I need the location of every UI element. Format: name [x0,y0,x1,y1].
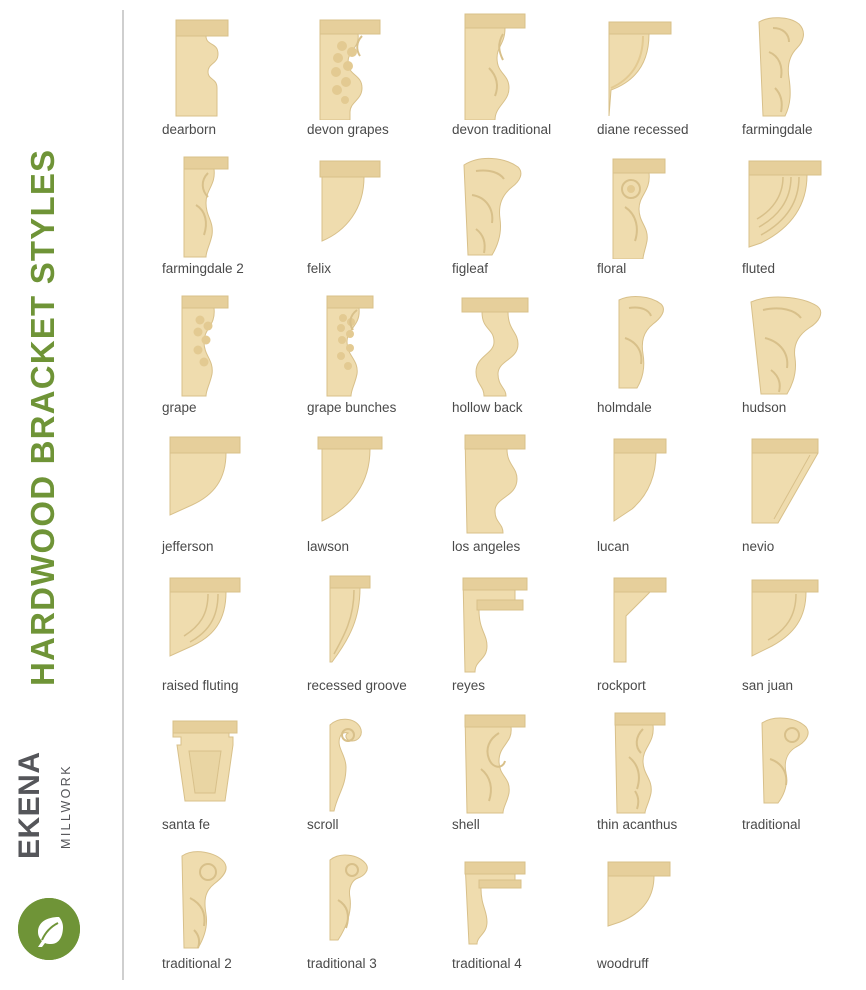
poster-left-rail [0,0,130,990]
bracket-label: lucan [597,539,630,554]
bracket-label: farmingdale [742,122,813,137]
brand-subtitle: MILLWORK [59,764,73,849]
bracket-label: jefferson [162,539,214,554]
bracket-cell[interactable] [567,842,712,981]
bracket-cell[interactable] [277,8,422,147]
dearborn-figure [132,8,277,120]
woodruff-figure [567,842,712,954]
bracket-cell[interactable] [132,703,277,842]
bracket-cell[interactable] [277,286,422,425]
bracket-label: thin acanthus [597,817,678,832]
farmingdale-figure [712,8,857,120]
bracket-label: scroll [307,817,339,832]
bracket-cell[interactable] [567,425,712,564]
bracket-label: san juan [742,678,794,693]
bracket-cell[interactable] [567,286,712,425]
bracket-cell[interactable] [712,286,857,425]
bracket-cell[interactable] [712,147,857,286]
bracket-label: devon traditional [452,122,552,137]
hudson-figure [712,286,857,398]
bracket-cell[interactable] [422,564,567,703]
bracket-cell[interactable] [277,842,422,981]
recessed-groove-figure [277,564,422,676]
bracket-label: recessed groove [307,678,407,693]
bracket-cell[interactable] [567,147,712,286]
vertical-divider [122,10,124,980]
bracket-label: devon grapes [307,122,389,137]
hollow-back-figure [422,286,567,398]
bracket-label: woodruff [597,956,649,971]
bracket-cell[interactable] [132,286,277,425]
bracket-cell[interactable] [712,703,857,842]
bracket-cell[interactable] [567,564,712,703]
bracket-cell[interactable] [277,703,422,842]
bracket-cell[interactable] [132,842,277,981]
bracket-label: felix [307,261,332,276]
raised-fluting-figure [132,564,277,676]
bracket-label: reyes [452,678,486,693]
lucan-figure [567,425,712,537]
bracket-label: figleaf [452,261,489,276]
bracket-cell[interactable] [132,425,277,564]
brand-name: EKENA [13,751,46,859]
page-title: HARDWOOD BRACKET STYLES [24,148,61,686]
bracket-label: traditional 4 [452,956,522,971]
bracket-cell[interactable] [277,147,422,286]
bracket-label: hollow back [452,400,523,415]
bracket-cell-empty [712,842,857,981]
bracket-cell[interactable] [422,286,567,425]
bracket-label: floral [597,261,627,276]
bracket-label: grape bunches [307,400,397,415]
bracket-label: grape [162,400,197,415]
leaf-badge-icon [18,898,80,960]
bracket-cell[interactable] [422,703,567,842]
bracket-cell[interactable] [712,425,857,564]
bracket-cell[interactable] [132,8,277,147]
bracket-cell[interactable] [422,425,567,564]
shell-figure [422,703,567,815]
thin-acanthus-figure [567,703,712,815]
brand-block [2,700,120,860]
traditional-figure [712,703,857,815]
bracket-label: rockport [597,678,646,693]
bracket-label: nevio [742,539,775,554]
rockport-figure [567,564,712,676]
farmingdale-2-figure [132,147,277,259]
bracket-cell[interactable] [132,147,277,286]
fluted-figure [712,147,857,259]
bracket-label: dearborn [162,122,217,137]
felix-figure [277,147,422,259]
bracket-label: traditional 3 [307,956,377,971]
bracket-label: raised fluting [162,678,239,693]
traditional-2-figure [132,842,277,954]
scroll-figure [277,703,422,815]
jefferson-figure [132,425,277,537]
bracket-cell[interactable] [567,703,712,842]
traditional-4-figure [422,842,567,954]
lawson-figure [277,425,422,537]
devon-grapes-figure [277,8,422,120]
reyes-figure [422,564,567,676]
bracket-cell[interactable] [422,8,567,147]
bracket-cell[interactable] [422,842,567,981]
santa-fe-figure [132,703,277,815]
bracket-label: los angeles [452,539,521,554]
bracket-cell[interactable] [132,564,277,703]
diane-recessed-figure [567,8,712,120]
floral-figure [567,147,712,259]
bracket-label: shell [452,817,480,832]
grape-bunches-figure [277,286,422,398]
bracket-label: diane recessed [597,122,689,137]
traditional-3-figure [277,842,422,954]
bracket-cell[interactable] [277,564,422,703]
bracket-cell[interactable] [712,8,857,147]
bracket-label: santa fe [162,817,211,832]
bracket-cell[interactable] [567,8,712,147]
bracket-label: traditional 2 [162,956,232,971]
bracket-cell[interactable] [712,564,857,703]
bracket-styles-grid [132,8,860,981]
devon-traditional-figure [422,8,567,120]
bracket-label: traditional [742,817,801,832]
nevio-figure [712,425,857,537]
bracket-cell[interactable] [277,425,422,564]
bracket-label: holmdale [597,400,652,415]
san-juan-figure [712,564,857,676]
los-angeles-figure [422,425,567,537]
figleaf-figure [422,147,567,259]
bracket-label: fluted [742,261,776,276]
holmdale-figure [567,286,712,398]
bracket-label: lawson [307,539,350,554]
bracket-cell[interactable] [422,147,567,286]
grape-figure [132,286,277,398]
bracket-label: farmingdale 2 [162,261,244,276]
bracket-label: hudson [742,400,787,415]
